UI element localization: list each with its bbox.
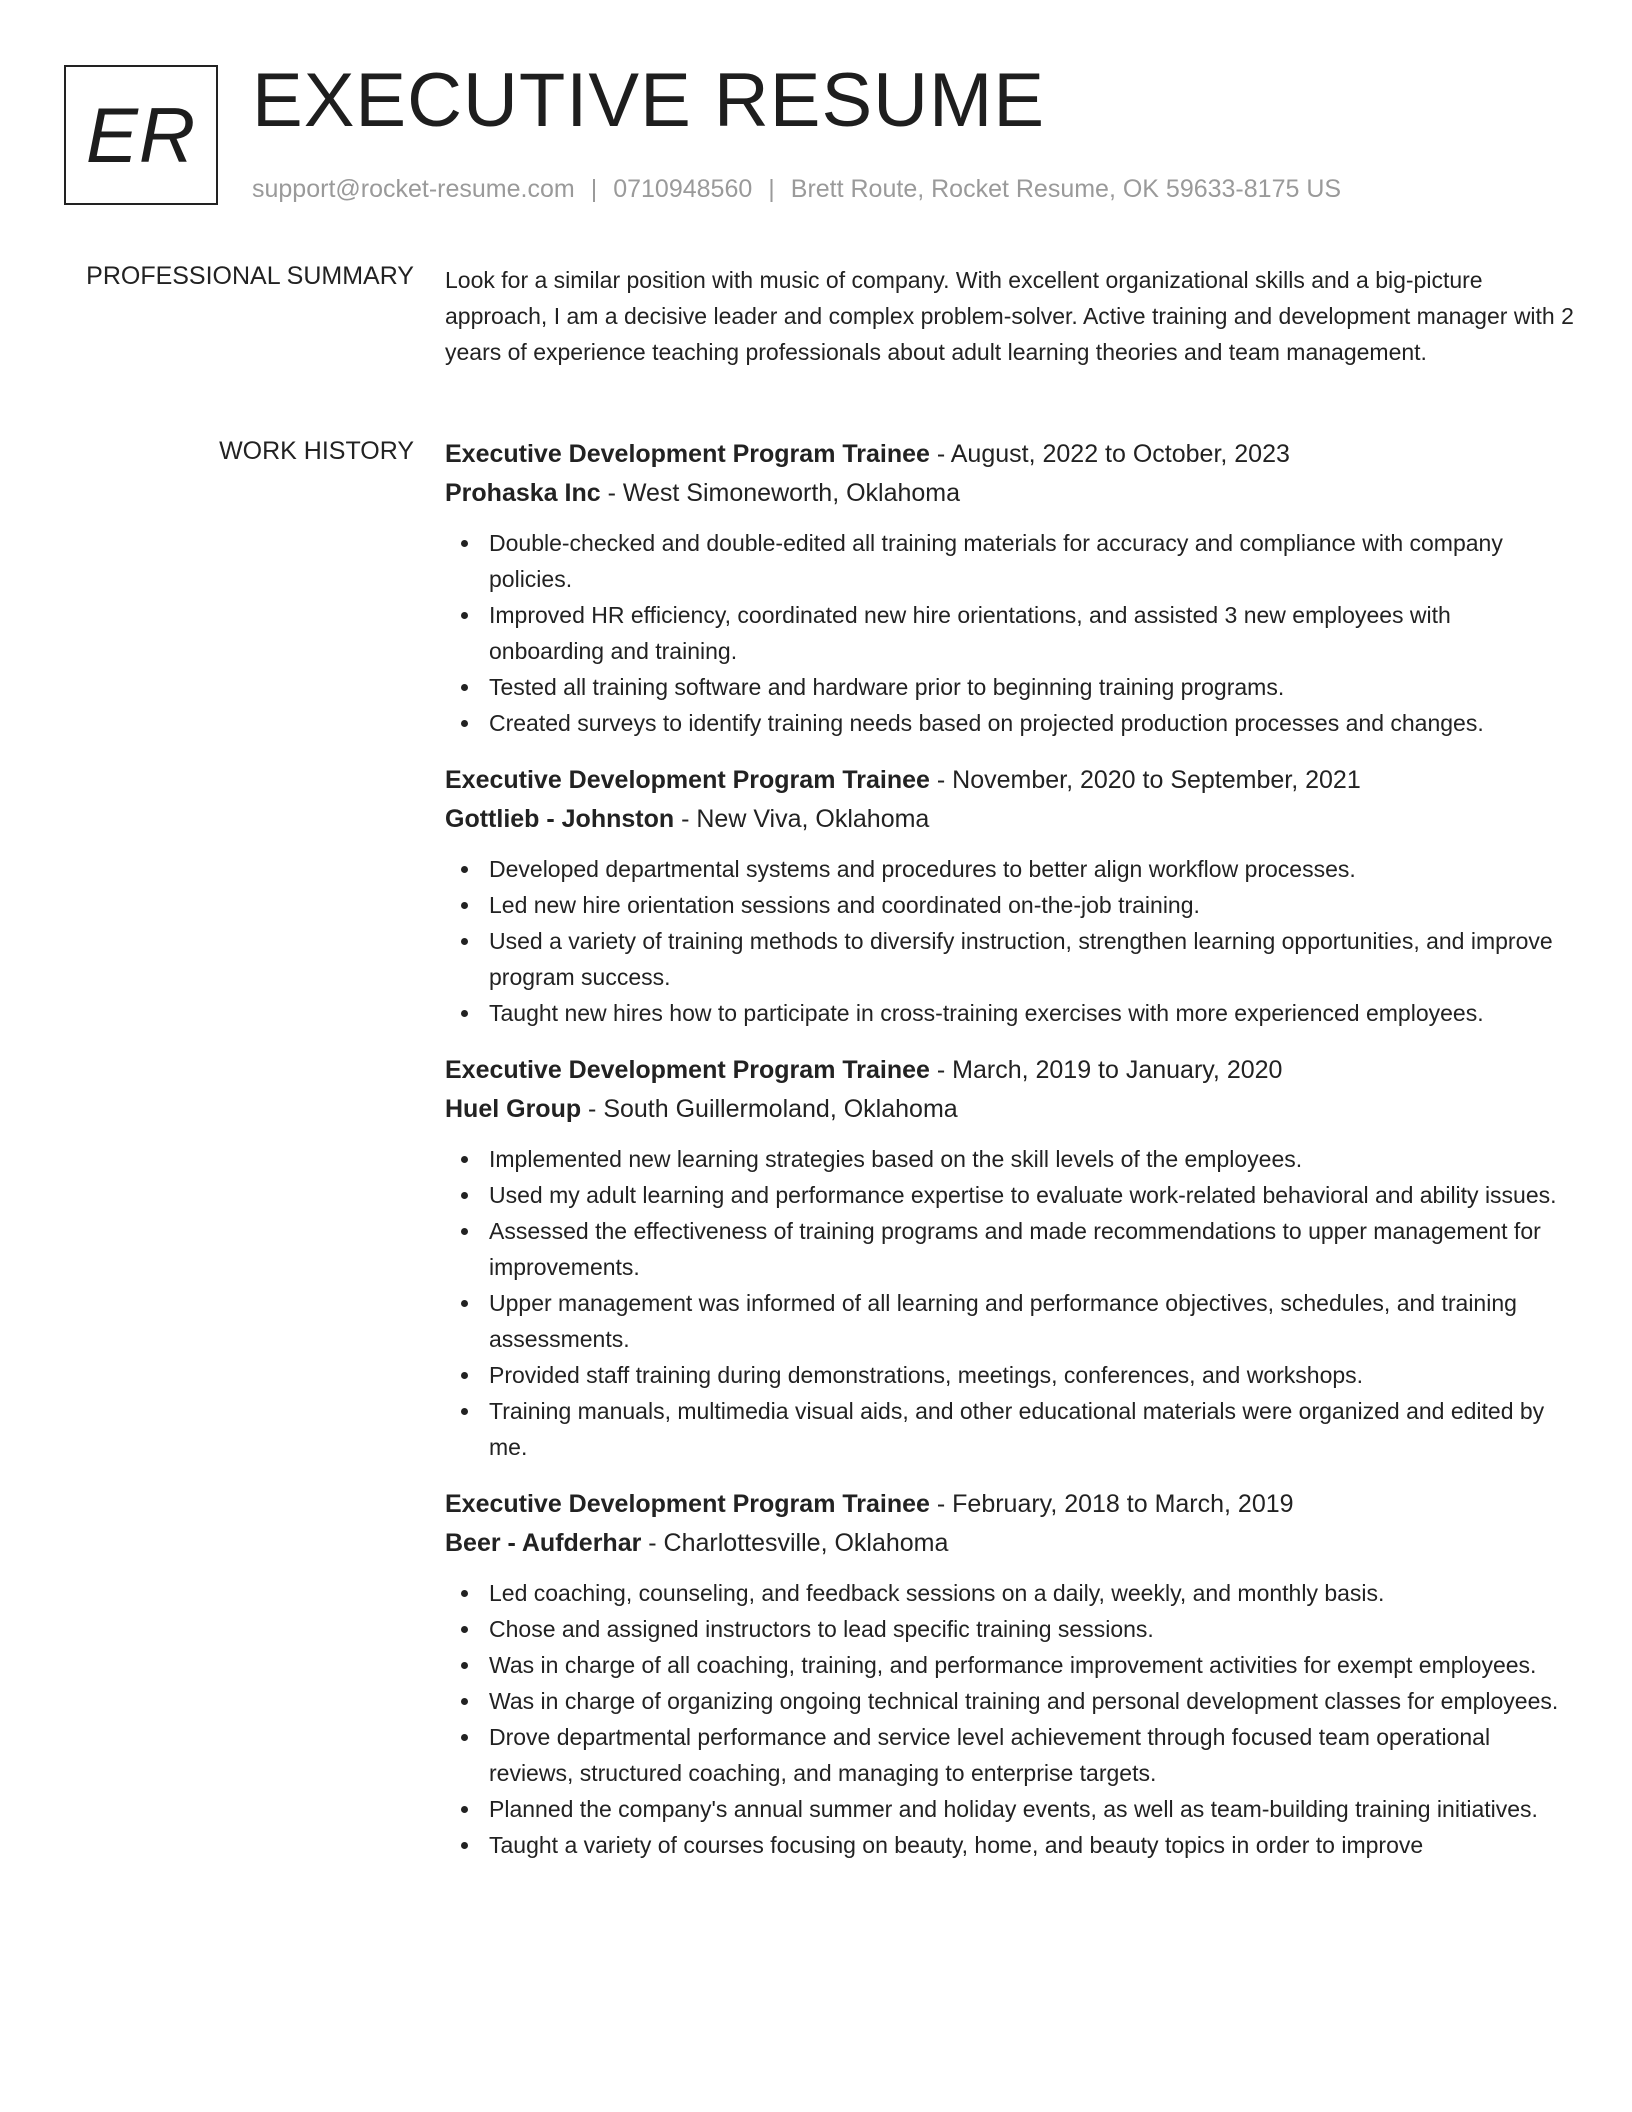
job-bullet-list <box>445 525 1577 741</box>
job-entry <box>445 761 1577 1031</box>
job-company: Huel Group <box>445 1095 582 1123</box>
contact-phone[interactable]: 0710948560 <box>613 175 753 203</box>
job-bullet-list <box>445 1575 1577 1863</box>
job-bullet: Assessed the effectiveness of training programs and made recommendations to upper management for improvements. <box>489 1213 1577 1285</box>
job-location: - South Guillermoland, Oklahoma <box>581 1095 958 1123</box>
work-history-body <box>445 435 1577 1883</box>
job-title-line <box>445 761 1577 800</box>
contact-separator: | <box>768 175 775 203</box>
job-bullet: Training manuals, multimedia visual aids, and other educational materials were organized and edited by me. <box>489 1393 1577 1465</box>
job-bullet: Implemented new learning strategies based on the skill levels of the employees. <box>489 1141 1577 1177</box>
job-bullet: Was in charge of organizing ongoing technical training and personal development classes for employees. <box>489 1683 1577 1719</box>
job-dates: - August, 2022 to October, 2023 <box>929 440 1290 468</box>
job-bullet: Improved HR efficiency, coordinated new hire orientations, and assisted 3 new employees with onboarding and training. <box>489 597 1577 669</box>
job-title-line <box>445 1051 1577 1090</box>
section-label-summary: PROFESSIONAL SUMMARY <box>86 262 414 290</box>
job-bullet: Developed departmental systems and procedures to better align workflow processes. <box>489 851 1577 887</box>
resume-title: EXECUTIVE RESUME <box>252 58 1046 143</box>
job-company: Gottlieb - Johnston <box>445 805 675 833</box>
job-title: Executive Development Program Trainee <box>445 1490 930 1518</box>
job-bullet: Used a variety of training methods to diversify instruction, strengthen learning opportunities, and improve program success. <box>489 923 1577 995</box>
job-company-line <box>445 474 1577 513</box>
job-bullet: Tested all training software and hardware prior to beginning training programs. <box>489 669 1577 705</box>
job-bullet: Double-checked and double-edited all training materials for accuracy and compliance with company policies. <box>489 525 1577 597</box>
job-bullet: Taught a variety of courses focusing on beauty, home, and beauty topics in order to improve <box>489 1827 1577 1863</box>
job-bullet: Upper management was informed of all learning and performance objectives, schedules, and training assessments. <box>489 1285 1577 1357</box>
job-bullet: Chose and assigned instructors to lead specific training sessions. <box>489 1611 1577 1647</box>
job-dates: - November, 2020 to September, 2021 <box>929 766 1361 794</box>
job-company-line <box>445 800 1577 839</box>
job-company: Prohaska Inc <box>445 479 601 507</box>
job-bullet: Provided staff training during demonstrations, meetings, conferences, and workshops. <box>489 1357 1577 1393</box>
contact-email[interactable]: support@rocket-resume.com <box>252 175 575 203</box>
job-bullet-list <box>445 851 1577 1031</box>
job-company-line <box>445 1524 1577 1563</box>
job-title-line <box>445 435 1577 474</box>
job-bullet: Drove departmental performance and service level achievement through focused team operational reviews, structured coaching, and managing to enterprise targets. <box>489 1719 1577 1791</box>
job-bullet: Used my adult learning and performance expertise to evaluate work-related behavioral and ability issues. <box>489 1177 1577 1213</box>
job-entry <box>445 1485 1577 1863</box>
contact-line <box>252 175 1341 204</box>
job-location: - West Simoneworth, Oklahoma <box>600 479 961 507</box>
job-title: Executive Development Program Trainee <box>445 766 930 794</box>
section-label-work-history: WORK HISTORY <box>219 437 414 465</box>
job-entry <box>445 435 1577 741</box>
job-bullet-list <box>445 1141 1577 1465</box>
resume-header <box>64 58 1568 210</box>
job-title: Executive Development Program Trainee <box>445 440 930 468</box>
job-company: Beer - Aufderhar <box>445 1529 642 1557</box>
job-bullet: Planned the company's annual summer and holiday events, as well as team-building training initiatives. <box>489 1791 1577 1827</box>
contact-separator: | <box>590 175 598 203</box>
contact-address: Brett Route, Rocket Resume, OK 59633-8175 US <box>790 175 1342 203</box>
job-bullet: Led coaching, counseling, and feedback sessions on a daily, weekly, and monthly basis. <box>489 1575 1577 1611</box>
job-title-line <box>445 1485 1577 1524</box>
job-entry <box>445 1051 1577 1465</box>
monogram-badge: ER <box>64 65 218 205</box>
job-bullet: Led new hire orientation sessions and coordinated on-the-job training. <box>489 887 1577 923</box>
job-title: Executive Development Program Trainee <box>445 1056 930 1084</box>
job-bullet: Taught new hires how to participate in cross-training exercises with more experienced employees. <box>489 995 1577 1031</box>
job-location: - New Viva, Oklahoma <box>674 805 930 833</box>
summary-body <box>445 262 1577 370</box>
job-location: - Charlottesville, Oklahoma <box>641 1529 949 1557</box>
job-company-line <box>445 1090 1577 1129</box>
summary-text: Look for a similar position with music of company. With excellent organizational skills and a big-picture approach, I am a decisive leader and complex problem-solver. Active training and development manager with 2 years of experience teaching professionals about adult learning theories and team management. <box>445 267 1574 365</box>
job-dates: - March, 2019 to January, 2020 <box>929 1056 1283 1084</box>
job-bullet: Created surveys to identify training needs based on projected production processes and changes. <box>489 705 1577 741</box>
job-dates: - February, 2018 to March, 2019 <box>929 1490 1294 1518</box>
job-bullet: Was in charge of all coaching, training, and performance improvement activities for exempt employees. <box>489 1647 1577 1683</box>
